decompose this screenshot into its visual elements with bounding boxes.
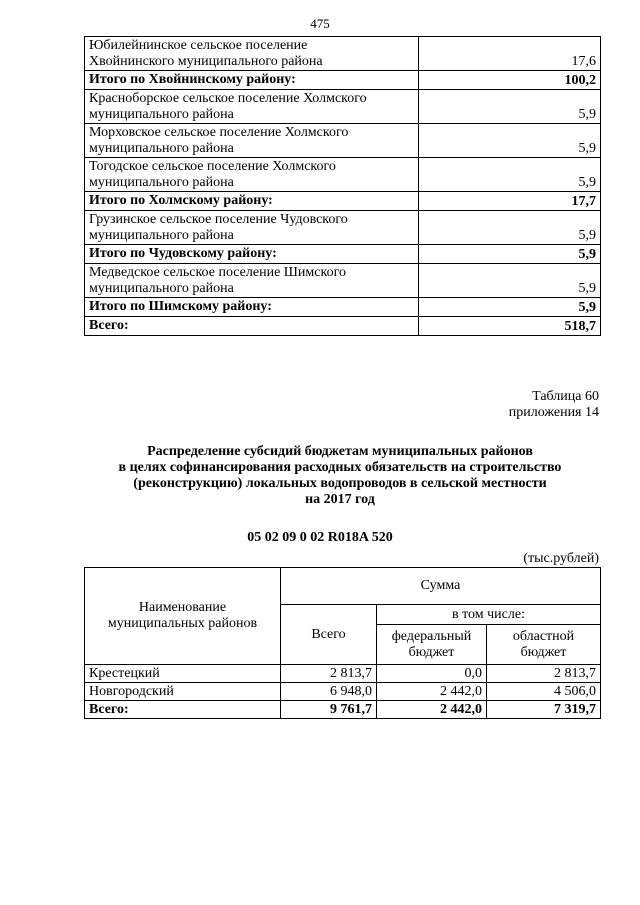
amount-cell: 5,9 [419,264,601,298]
title-line: (реконструкцию) локальных водопроводов в сельской местности [133,476,547,491]
table-row-total [85,71,601,90]
amount-cell: 17,6 [419,37,601,71]
column-header-including: в том числе: [377,605,601,625]
table-row-total [85,298,601,317]
regional-amount: 4 506,0 [487,683,601,701]
table-row-total [85,245,601,264]
title-line: в целях софинансирования расходных обязательств на строительство [118,460,562,475]
settlement-name: Медведское сельское поселение Шимского муниципального района [85,264,419,298]
settlement-name: Юбилейнинское сельское поселение Хвойнинского муниципального района [85,37,419,71]
regional-amount: 7 319,7 [487,701,601,719]
total-amount: 9 761,7 [281,701,377,719]
table-row [85,665,601,683]
district-total-label: Итого по Шимскому району: [85,298,419,317]
column-header-regional: областной бюджет [487,625,601,665]
table-row [85,683,601,701]
table-row [85,211,601,245]
table-row [85,124,601,158]
amount-cell: 5,9 [419,298,601,317]
amount-cell: 5,9 [419,90,601,124]
federal-amount: 2 442,0 [377,701,487,719]
units-label: (тыс.рублей) [523,551,599,566]
district-name: Новгородский [85,683,281,701]
column-header-total: Всего [281,605,377,665]
settlement-name: Красноборское сельское поселение Холмского муниципального района [85,90,419,124]
subsidy-distribution-table [84,567,601,719]
title-line: Распределение субсидий бюджетам муниципальных районов [147,444,533,459]
column-header-sum: Сумма [281,568,601,605]
federal-amount: 0,0 [377,665,487,683]
column-header-name: Наименование муниципальных районов [85,568,281,665]
total-amount: 6 948,0 [281,683,377,701]
column-header-federal: федеральный бюджет [377,625,487,665]
table-caption [509,389,599,421]
total-amount: 2 813,7 [281,665,377,683]
table-row [85,158,601,192]
title-line: на 2017 год [305,492,375,507]
settlement-name: Грузинское сельское поселение Чудовского муниципального района [85,211,419,245]
district-total-label: Итого по Хвойнинскому району: [85,71,419,90]
federal-amount: 2 442,0 [377,683,487,701]
appendix-reference: приложения 14 [508,405,599,420]
grand-total-label: Всего: [85,317,419,336]
header-row [85,568,601,605]
budget-classification-code: 05 02 09 0 02 R018A 520 [247,530,393,545]
amount-cell: 5,9 [419,124,601,158]
grand-total-amount: 518,7 [419,317,601,336]
amount-cell: 5,9 [419,245,601,264]
table-row-grand-total [85,317,601,336]
amount-cell: 5,9 [419,211,601,245]
table-row [85,90,601,124]
amount-cell: 100,2 [419,71,601,90]
settlement-name: Морховское сельское поселение Холмского муниципального района [85,124,419,158]
regional-amount: 2 813,7 [487,665,601,683]
subsidy-table-continued [84,36,601,336]
table-row [85,37,601,71]
grand-total-label: Всего: [85,701,281,719]
district-total-label: Итого по Холмскому району: [85,192,419,211]
table-row-total [85,192,601,211]
district-name: Крестецкий [85,665,281,683]
amount-cell: 17,7 [419,192,601,211]
settlement-name: Тогодское сельское поселение Холмского муниципального района [85,158,419,192]
table-number: Таблица 60 [532,389,599,404]
page-number: 475 [310,16,330,31]
document-title [60,444,620,508]
table-row [85,264,601,298]
district-total-label: Итого по Чудовскому району: [85,245,419,264]
table-row-grand-total [85,701,601,719]
amount-cell: 5,9 [419,158,601,192]
